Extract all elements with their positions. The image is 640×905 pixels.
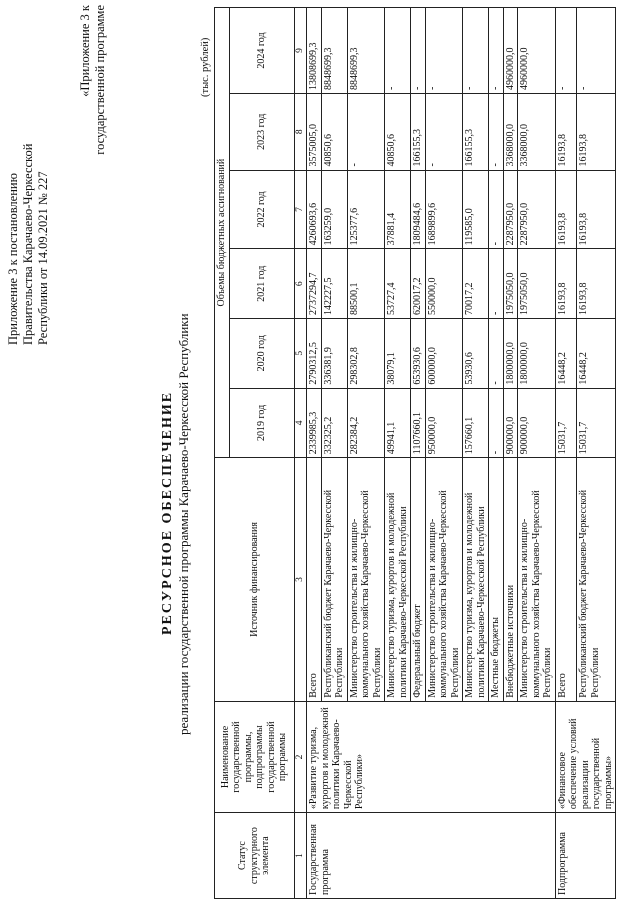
column-index: 1 <box>294 813 307 899</box>
header-source: Источник финансирования <box>215 458 295 702</box>
value-cell: - <box>425 93 463 170</box>
source-cell: Внебюджетные источники <box>503 458 518 702</box>
source-cell: Министерство туризма, курортов и молодежной политики Карачаево-Черкесской Республики <box>385 458 411 702</box>
value-cell: 70017,2 <box>463 249 489 319</box>
value-cell: 1800000,0 <box>518 319 556 389</box>
header-year: 2020 год <box>229 319 294 389</box>
column-index: 6 <box>294 249 307 319</box>
source-cell: Местные бюджеты <box>489 458 504 702</box>
column-index: 5 <box>294 319 307 389</box>
source-cell: Республиканский бюджет Карачаево-Черкесской Республики <box>577 458 616 702</box>
value-cell: 550000,0 <box>425 249 463 319</box>
value-cell: 1800000,0 <box>503 319 518 389</box>
value-cell: - <box>489 170 504 249</box>
value-cell: 38079,1 <box>385 319 411 389</box>
header-year: 2021 год <box>229 249 294 319</box>
value-cell: - <box>577 8 616 94</box>
header-line: Приложение 3 к постановлению <box>6 173 20 345</box>
header-volumes: Объемы бюджетных ассигнований <box>215 8 230 458</box>
value-cell: 653930,6 <box>411 319 426 389</box>
value-cell: 282384,2 <box>347 388 385 458</box>
source-cell: Министерство строительства и жилищно-коммунального хозяйства Карачаево-Черкесской Республики <box>518 458 556 702</box>
value-cell: - <box>463 8 489 94</box>
value-cell: 16193,8 <box>555 93 577 170</box>
value-cell: 16193,8 <box>555 170 577 249</box>
resource-table <box>214 7 616 899</box>
value-cell: 3575005,0 <box>307 93 322 170</box>
value-cell: 1689899,6 <box>425 170 463 249</box>
value-cell: 2339985,3 <box>307 388 322 458</box>
value-cell: 900000,0 <box>503 388 518 458</box>
value-cell: - <box>411 8 426 94</box>
column-index: 4 <box>294 388 307 458</box>
value-cell: 16193,8 <box>555 249 577 319</box>
value-cell: 157660,1 <box>463 388 489 458</box>
appendix-header <box>78 5 108 205</box>
header-year: 2022 год <box>229 170 294 249</box>
value-cell: 16448,2 <box>577 319 616 389</box>
value-cell: 8848699,3 <box>347 8 385 94</box>
value-cell: 900000,0 <box>518 388 556 458</box>
value-cell: - <box>489 8 504 94</box>
source-cell: Всего <box>555 458 577 702</box>
value-cell: 16448,2 <box>555 319 577 389</box>
value-cell: 53727,4 <box>385 249 411 319</box>
value-cell: 1975050,0 <box>503 249 518 319</box>
resolution-header <box>6 45 51 345</box>
header-line: Республики от 14.09.2021 № 227 <box>36 171 50 345</box>
value-cell: 2287950,0 <box>518 170 556 249</box>
value-cell: 16193,8 <box>577 170 616 249</box>
value-cell: 298302,8 <box>347 319 385 389</box>
value-cell: 13808699,3 <box>307 8 322 94</box>
source-cell: Федеральный бюджет <box>411 458 426 702</box>
value-cell: 4960000,0 <box>518 8 556 94</box>
value-cell: 88500,1 <box>347 249 385 319</box>
source-cell: Всего <box>307 458 322 702</box>
table-row <box>555 8 577 899</box>
value-cell: 163259,0 <box>321 170 347 249</box>
source-cell: Республиканский бюджет Карачаево-Черкесской Республики <box>321 458 347 702</box>
header-status: Статус структурного элемента <box>215 813 295 899</box>
header-name: Наименование государственной программы, подпрограммы государственной программы <box>215 701 295 812</box>
program-name-cell: «Финансовое обеспечение условий реализации государственной программы» <box>555 701 616 812</box>
value-cell: 16193,8 <box>577 93 616 170</box>
value-cell: 332325,2 <box>321 388 347 458</box>
value-cell: - <box>385 8 411 94</box>
header-line: Правительства Карачаево-Черкесской <box>21 143 35 345</box>
column-index: 3 <box>294 458 307 702</box>
value-cell: 119585,0 <box>463 170 489 249</box>
value-cell: 53930,6 <box>463 319 489 389</box>
value-cell: - <box>489 319 504 389</box>
value-cell: 125377,6 <box>347 170 385 249</box>
value-cell: 1809484,6 <box>411 170 426 249</box>
value-cell: 2287950,0 <box>503 170 518 249</box>
units-label: (тыс. рублей) <box>200 37 211 97</box>
value-cell: 3368000,0 <box>503 93 518 170</box>
value-cell: 3368000,0 <box>518 93 556 170</box>
source-cell: Министерство строительства и жилищно-коммунального хозяйства Карачаево-Черкесской Республики <box>347 458 385 702</box>
value-cell: 166155,3 <box>463 93 489 170</box>
value-cell: 15031,7 <box>577 388 616 458</box>
value-cell: 336381,9 <box>321 319 347 389</box>
source-cell: Министерство туризма, курортов и молодежной политики Карачаево-Черкесской Республики <box>463 458 489 702</box>
value-cell: 37881,4 <box>385 170 411 249</box>
value-cell: - <box>489 249 504 319</box>
header-year: 2023 год <box>229 93 294 170</box>
value-cell: 1975050,0 <box>518 249 556 319</box>
value-cell: - <box>425 8 463 94</box>
column-index: 2 <box>294 701 307 812</box>
value-cell: - <box>489 388 504 458</box>
value-cell: - <box>555 8 577 94</box>
value-cell: - <box>489 93 504 170</box>
value-cell: 8848699,3 <box>321 8 347 94</box>
document-title: РЕСУРСНОЕ ОБЕСПЕЧЕНИЕ <box>160 390 175 635</box>
value-cell: 16193,8 <box>577 249 616 319</box>
value-cell: 49941,1 <box>385 388 411 458</box>
value-cell: - <box>347 93 385 170</box>
column-index: 8 <box>294 93 307 170</box>
document-subtitle: реализации государственной программы Карачаево-Черкесской Республики <box>176 313 191 735</box>
value-cell: 15031,7 <box>555 388 577 458</box>
header-year: 2019 год <box>229 388 294 458</box>
source-cell: Министерство строительства и жилищно-коммунального хозяйства Карачаево-Черкесской Республики <box>425 458 463 702</box>
value-cell: 142227,5 <box>321 249 347 319</box>
column-index: 9 <box>294 8 307 94</box>
value-cell: 4960000,0 <box>503 8 518 94</box>
status-cell: Государственная программа <box>307 813 556 899</box>
value-cell: 950000,0 <box>425 388 463 458</box>
header-line: «Приложение 3 к <box>78 5 92 97</box>
value-cell: 600000,0 <box>425 319 463 389</box>
value-cell: 4260693,6 <box>307 170 322 249</box>
header-year: 2024 год <box>229 8 294 94</box>
program-name-cell: «Развитие туризма, курортов и молодежной политики Карачаево-Черкесской Республики» <box>307 701 556 812</box>
header-line: государственной программе <box>93 5 107 155</box>
value-cell: 166155,3 <box>411 93 426 170</box>
value-cell: 620017,2 <box>411 249 426 319</box>
table-row <box>307 8 322 899</box>
status-cell: Подпрограмма <box>555 813 616 899</box>
value-cell: 2790312,5 <box>307 319 322 389</box>
value-cell: 40850,6 <box>385 93 411 170</box>
value-cell: 40850,6 <box>321 93 347 170</box>
value-cell: 2737294,7 <box>307 249 322 319</box>
column-index: 7 <box>294 170 307 249</box>
value-cell: 1107660,1 <box>411 388 426 458</box>
